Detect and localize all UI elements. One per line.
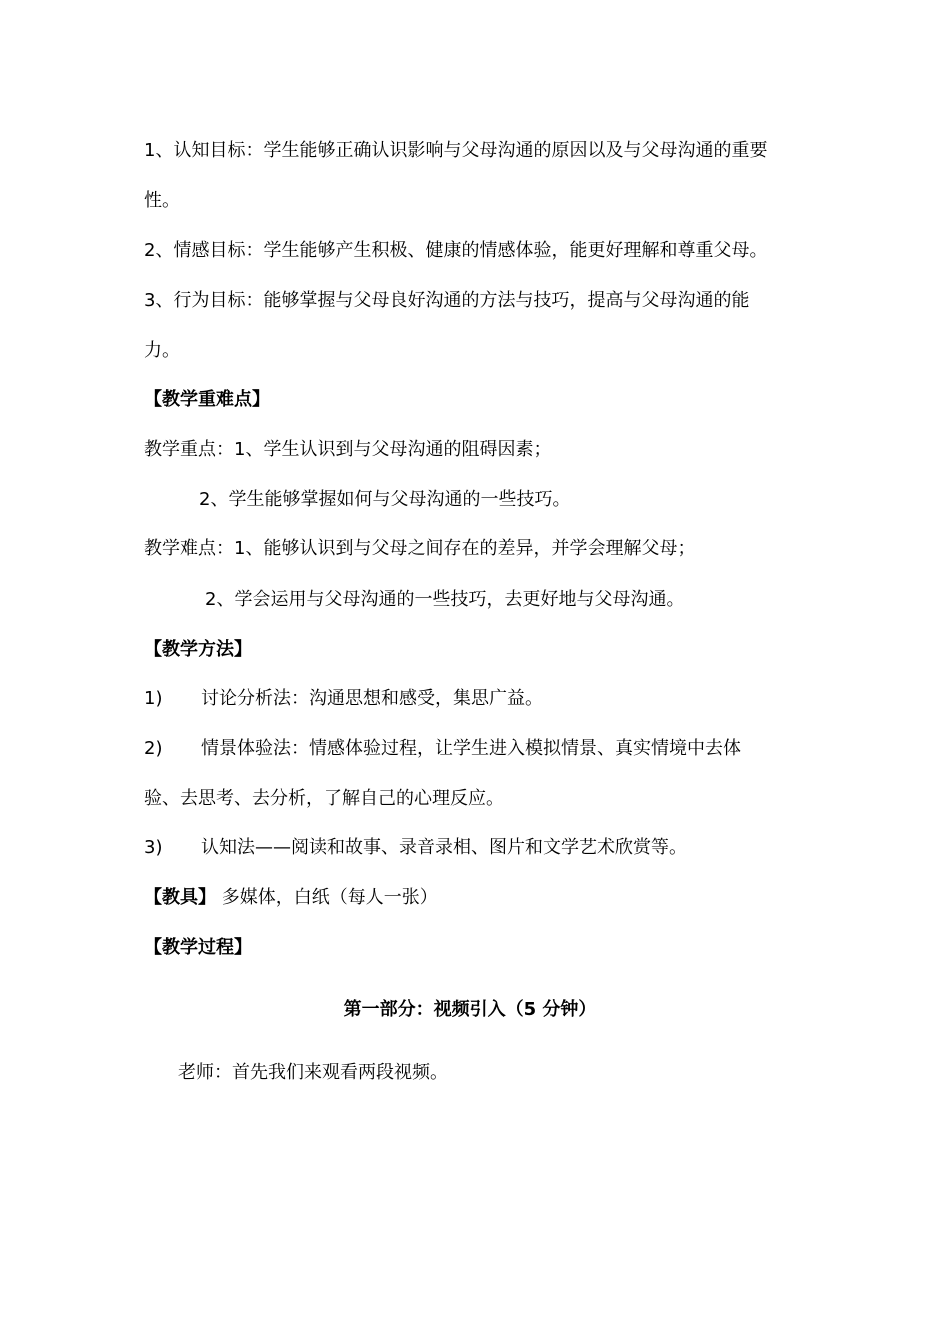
goal-behavior-line1: 3、行为目标：能够掌握与父母良好沟通的方法与技巧，提高与父母沟通的能 bbox=[144, 290, 750, 311]
key-points-heading: 【教学重难点】 bbox=[144, 389, 270, 410]
teaching-focus-2: 2、学生能够掌握如何与父母沟通的一些技巧。 bbox=[199, 489, 571, 510]
method-item-number: 3) bbox=[144, 837, 163, 858]
teaching-difficulty-1: 教学难点：1、能够认识到与父母之间存在的差异，并学会理解父母； bbox=[144, 538, 696, 559]
method-item-text: 认知法——阅读和故事、录音录相、图片和文学艺术欣赏等。 bbox=[201, 837, 687, 858]
method-item-number: 1) bbox=[144, 688, 163, 709]
method-item bbox=[144, 836, 687, 860]
goal-cognitive-line2: 性。 bbox=[144, 190, 180, 211]
method-item-text: 情景体验法：情感体验过程，让学生进入模拟情景、真实情境中去体 bbox=[201, 738, 741, 759]
teaching-tools-text: 多媒体，白纸（每人一张） bbox=[216, 887, 438, 908]
teaching-tools-label: 【教具】 bbox=[144, 887, 216, 908]
teaching-tools bbox=[144, 886, 438, 910]
process-heading: 【教学过程】 bbox=[144, 937, 252, 958]
method-item-number: 2) bbox=[144, 738, 163, 759]
goal-behavior-line2: 力。 bbox=[144, 340, 180, 361]
method-item-continuation: 验、去思考、去分析，了解自己的心理反应。 bbox=[144, 788, 504, 809]
goal-emotional: 2、情感目标：学生能够产生积极、健康的情感体验，能更好理解和尊重父母。 bbox=[144, 240, 768, 261]
method-item-text: 讨论分析法：沟通思想和感受，集思广益。 bbox=[201, 688, 543, 709]
teaching-focus-1: 教学重点：1、学生认识到与父母沟通的阻碍因素； bbox=[144, 439, 552, 460]
goal-cognitive-line1: 1、认知目标：学生能够正确认识影响与父母沟通的原因以及与父母沟通的重要 bbox=[144, 140, 768, 161]
part1-title: 第一部分：视频引入（5 分钟） bbox=[343, 999, 597, 1020]
method-item bbox=[144, 737, 741, 761]
teacher-line: 老师：首先我们来观看两段视频。 bbox=[178, 1062, 448, 1083]
methods-heading: 【教学方法】 bbox=[144, 639, 252, 660]
teaching-difficulty-2: 2、学会运用与父母沟通的一些技巧，去更好地与父母沟通。 bbox=[205, 589, 685, 610]
method-item bbox=[144, 687, 543, 711]
